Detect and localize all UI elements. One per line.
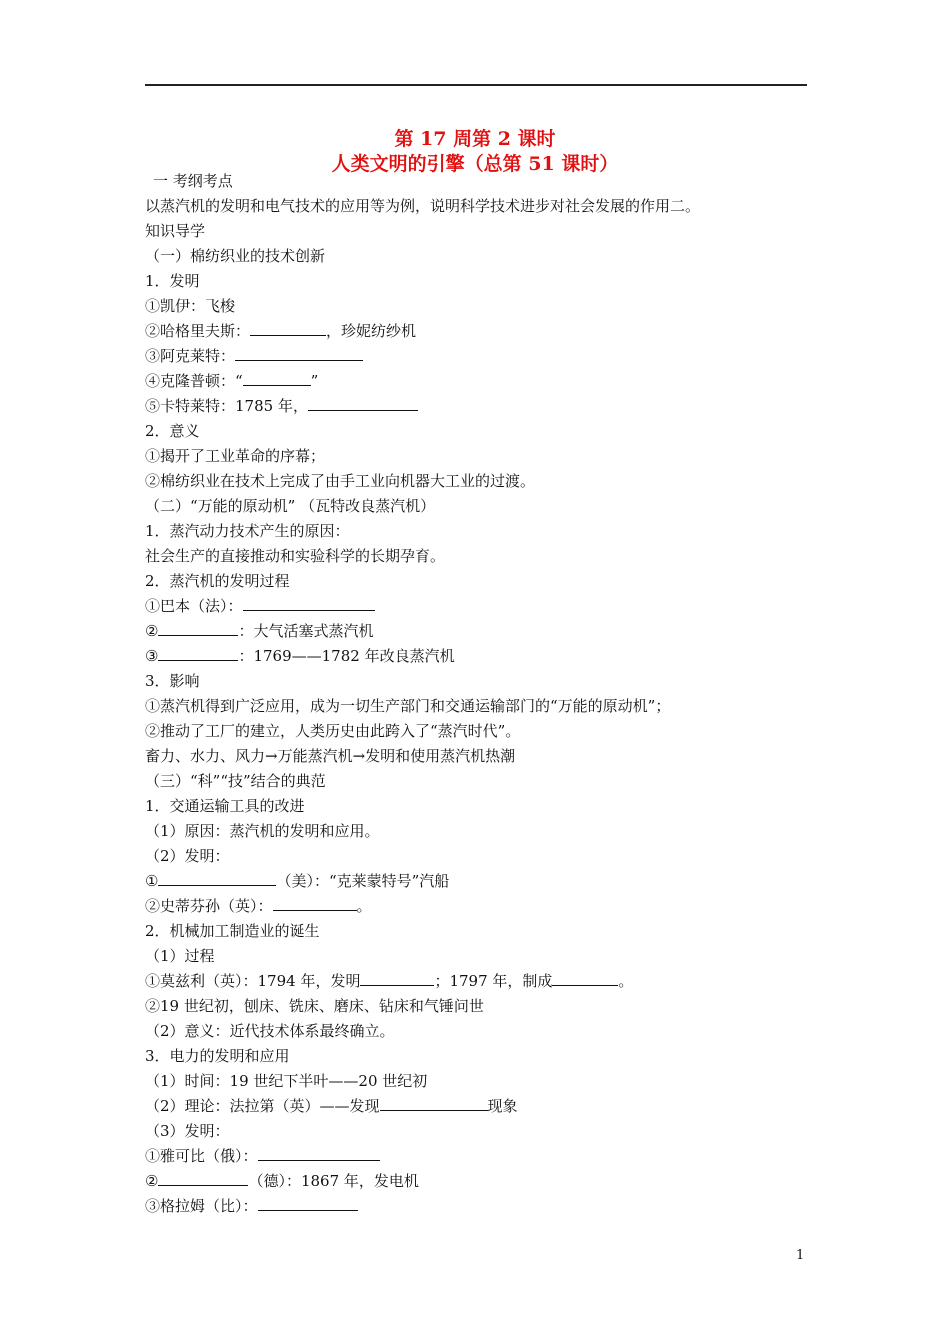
text-line: ①凯伊：飞梭	[145, 297, 236, 315]
fill-line	[145, 344, 825, 369]
answer-blank[interactable]	[243, 369, 311, 386]
text-segment: （2）理论：法拉第（英）——发现	[145, 1097, 380, 1115]
section-heading: 一 考纲考点	[153, 172, 233, 190]
document-body	[145, 169, 825, 1219]
text-segment: 现象	[487, 1097, 518, 1115]
text-line: （1）过程	[145, 947, 215, 965]
answer-blank[interactable]	[250, 319, 326, 336]
text-line: 1．蒸汽动力技术产生的原因：	[145, 522, 350, 540]
text-line: ②19 世纪初，刨床、铣床、磨床、钻床和气锤问世	[145, 997, 484, 1015]
fill-line	[145, 594, 825, 619]
answer-blank[interactable]	[308, 394, 418, 411]
text-line: （2）发明：	[145, 847, 230, 865]
fill-line	[145, 644, 825, 669]
fill-line	[145, 894, 825, 919]
subsection-heading: （三）“科”“技”结合的典范	[145, 772, 326, 790]
text-segment: 。	[356, 897, 372, 915]
text-line: 1．交通运输工具的改进	[145, 797, 305, 815]
answer-blank[interactable]	[158, 869, 276, 886]
page-number: 1	[796, 1248, 805, 1263]
fill-line	[145, 869, 825, 894]
header-rule	[145, 84, 807, 86]
fill-line	[145, 394, 825, 419]
text-line: 社会生产的直接推动和实验科学的长期孕育。	[145, 547, 446, 565]
text-line: 3．电力的发明和应用	[145, 1047, 290, 1065]
text-line: 以蒸汽机的发明和电气技术的应用等为例，说明科学技术进步对社会发展的作用二。	[145, 197, 701, 215]
text-segment: ④克隆普顿：“	[145, 372, 243, 390]
text-segment: ；1797 年，制成	[434, 972, 553, 990]
text-line: 2．机械加工制造业的诞生	[145, 922, 320, 940]
answer-blank[interactable]	[552, 969, 618, 986]
text-segment: ②哈格里夫斯：	[145, 322, 251, 340]
text-segment: （德）：1867 年，发电机	[248, 1172, 419, 1190]
text-line: 2．蒸汽机的发明过程	[145, 572, 290, 590]
text-line: （3）发明：	[145, 1122, 230, 1140]
text-line: ②棉纺织业在技术上完成了由手工业向机器大工业的过渡。	[145, 472, 536, 490]
fill-line	[145, 969, 825, 994]
answer-blank[interactable]	[380, 1094, 488, 1111]
text-line: 1．发明	[145, 272, 200, 290]
answer-blank[interactable]	[360, 969, 434, 986]
text-segment: ①雅可比（俄）：	[145, 1147, 258, 1165]
fill-line	[145, 369, 825, 394]
text-segment: （美）：“克莱蒙特号”汽船	[276, 872, 450, 890]
lesson-subtitle: 人类文明的引擎（总第 51 课时）	[331, 153, 619, 175]
text-segment: ①	[145, 872, 159, 890]
answer-blank[interactable]	[258, 1144, 380, 1161]
fill-line	[145, 319, 825, 344]
fill-line	[145, 1094, 825, 1119]
text-line: 畜力、水力、风力→万能蒸汽机→发明和使用蒸汽机热潮	[145, 747, 516, 765]
text-line: 2．意义	[145, 422, 200, 440]
text-segment: ③格拉姆（比）：	[145, 1197, 258, 1215]
text-segment: ”	[310, 372, 319, 390]
answer-blank[interactable]	[158, 1169, 248, 1186]
text-line: （2）意义：近代技术体系最终确立。	[145, 1022, 395, 1040]
text-segment: ⑤卡特莱特：1785 年，	[145, 397, 308, 415]
text-segment: ①莫兹利（英）：1794 年，发明	[145, 972, 361, 990]
text-line: （1）原因：蒸汽机的发明和应用。	[145, 822, 380, 840]
subsection-heading: （二）“万能的原动机” （瓦特改良蒸汽机）	[145, 497, 436, 515]
text-segment: ②史蒂芬孙（英）：	[145, 897, 273, 915]
text-line: ①蒸汽机得到广泛应用，成为一切生产部门和交通运输部门的“万能的原动机”；	[145, 697, 671, 715]
text-segment: ③	[145, 647, 159, 665]
text-segment: ②	[145, 1172, 159, 1190]
lesson-title: 第 17 周第 2 课时	[394, 128, 556, 150]
fill-line	[145, 619, 825, 644]
text-line: ①揭开了工业革命的序幕；	[145, 447, 326, 465]
answer-blank[interactable]	[258, 1194, 358, 1211]
fill-line	[145, 1194, 825, 1219]
answer-blank[interactable]	[158, 619, 238, 636]
answer-blank[interactable]	[158, 644, 238, 661]
answer-blank[interactable]	[235, 344, 363, 361]
text-segment: ①巴本（法）：	[145, 597, 243, 615]
fill-line	[145, 1144, 825, 1169]
text-segment: ②	[145, 622, 159, 640]
answer-blank[interactable]	[243, 594, 375, 611]
text-segment: ：大气活塞式蒸汽机	[238, 622, 374, 640]
section-heading: 知识导学	[145, 222, 206, 240]
answer-blank[interactable]	[273, 894, 357, 911]
text-segment: ，珍妮纺纱机	[326, 322, 417, 340]
text-segment: ③阿克莱特：	[145, 347, 236, 365]
text-segment: ：1769——1782 年改良蒸汽机	[238, 647, 455, 665]
text-segment: 。	[618, 972, 634, 990]
subsection-heading: （一）棉纺织业的技术创新	[145, 247, 326, 265]
text-line: （1）时间：19 世纪下半叶——20 世纪初	[145, 1072, 428, 1090]
text-line: 3．影响	[145, 672, 200, 690]
fill-line	[145, 1169, 825, 1194]
text-line: ②推动了工厂的建立，人类历史由此跨入了“蒸汽时代”。	[145, 722, 521, 740]
